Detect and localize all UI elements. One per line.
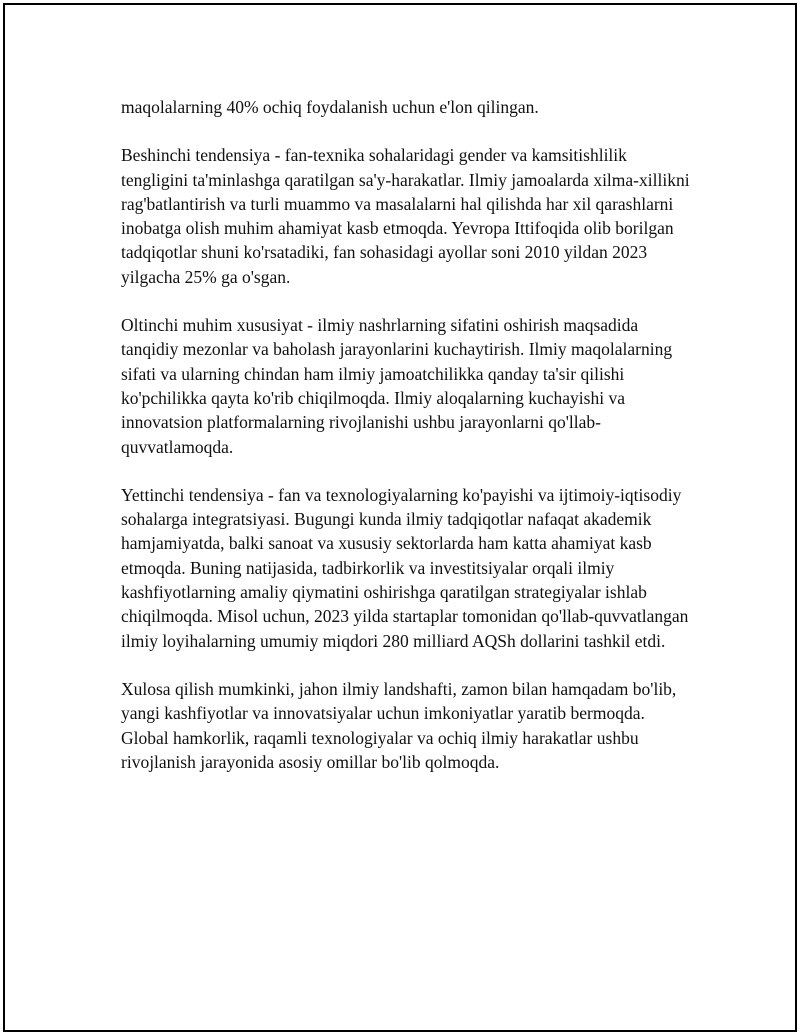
paragraph-sixth-feature: Oltinchi muhim xususiyat - ilmiy nashrlarning sifatini oshirish maqsadida tanqidiy mezonlar va baholash jarayonlarini kuchaytirish. Ilmiy maqolalarning sifati va ularning chindan ham ilmiy jamoatchilikka qanday ta'sir qilishi ko'pchilikka qayta ko'rib chiqilmoqda. Ilmiy aloqalarning kuchayishi va innovatsion platformalarning rivojlanishi ushbu jarayonlarni qo'llab-quvvatlamoqda. bbox=[121, 315, 673, 457]
document-body bbox=[121, 95, 691, 798]
paragraph-seventh-trend: Yettinchi tendensiya - fan va texnologiyalarning ko'payishi va ijtimoiy-iqtisodiy sohalarga integratsiyasi. Bugungi kunda ilmiy tadqiqotlar nafaqat akademik hamjamiyatda, balki sanoat va xususiy sektorlarda ham katta ahamiyat kasb etmoqda. Buning natijasida, tadbirkorlik va investitsiyalar orqali ilmiy kashfiyotlarning amaliy qiymatini oshirishga qaratilgan strategiyalar ishlab chiqilmoqda. Misol uchun, 2023 yilda startaplar tomonidan qo'llab-quvvatlangan ilmiy loyihalarning umumiy miqdori 280 milliard AQSh dollarini tashkil etdi. bbox=[121, 484, 689, 651]
document-page bbox=[3, 3, 797, 1032]
paragraph-conclusion: Xulosa qilish mumkinki, jahon ilmiy landshafti, zamon bilan hamqadam bo'lib, yangi kashfiyotlar va innovatsiyalar uchun imkoniyatlar yaratib bermoqda. Global hamkorlik, raqamli texnologiyalar va ochiq ilmiy harakatlar ushbu rivojlanish jarayonida asosiy omillar bo'lib qolmoqda. bbox=[121, 678, 677, 772]
paragraph-fifth-trend: Beshinchi tendensiya - fan-texnika sohalaridagi gender va kamsitishlilik tengligini ta'minlashga qaratilgan sa'y-harakatlar. Ilmiy jamoalarda xilma-xillikni rag'batlantirish va turli muammo va masalalarni hal qilishda har xil qarashlarni inobatga olish muhim ahamiyat kasb etmoqda. Yevropa Ittifoqida olib borilgan tadqiqotlar shuni ko'rsatadiki, fan sohasidagi ayollar soni 2010 yildan 2023 yilgacha 25% ga o'sgan. bbox=[121, 145, 690, 287]
paragraph-continuation: maqolalarning 40% ochiq foydalanish uchun e'lon qilingan. bbox=[121, 97, 539, 117]
